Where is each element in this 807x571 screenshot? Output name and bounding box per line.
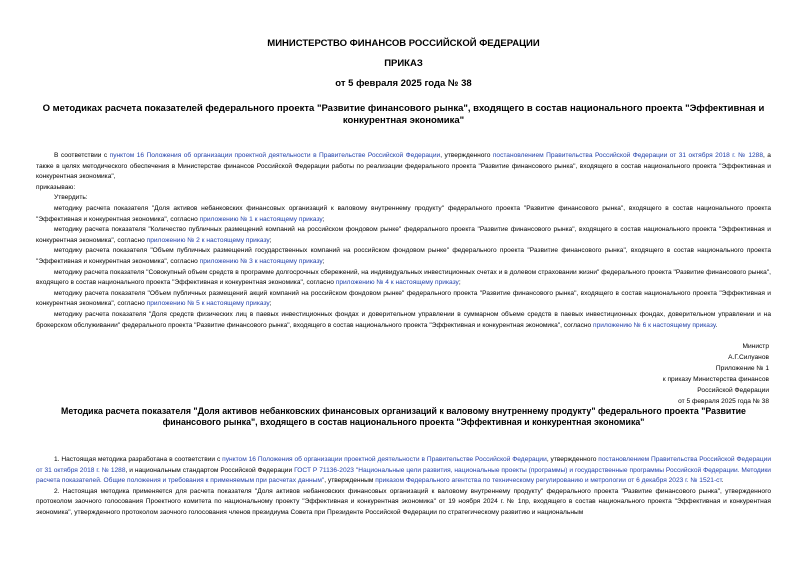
approve-word: Утвердить: [54, 194, 88, 202]
link-appendix-3[interactable]: приложению № 3 к настоящему приказу [199, 257, 323, 265]
list-item: методику расчета показателя "Доля активов небанковских финансовых организаций к валовому внутреннему продукту" федерального проекта "Развитие финансового рынка", входящего в состав национального проекта "Эффективная и конкурентная экономика", согласно приложению № 1 к настоящему приказу; [36, 204, 771, 223]
link-gost-71136[interactable]: ГОСТ Р 71136-2023 "Национальные цели развития, национальные проекты (программы) и государственные программы Российской Федерации. Методики расчета показателей. Общие положения и требования к применяемым при расчетах данным" [36, 466, 771, 485]
appendix-ref-line: от 5 февраля 2025 года № 38 [678, 398, 769, 405]
link-regulation-p16-method[interactable]: пунктом 16 Положения об организации проектной деятельности в Правительстве Российской Федерации [222, 456, 547, 463]
preamble-paragraph: В соответствии с пунктом 16 Положения об организации проектной деятельности в Правительстве Российской Федерации, утвержденного постановлением Правительства Российской Федерации от 31 октября 2018 г. № 1288, а также в целях методического обеспечения в Министерстве финансов Российской Федерации работы по реализации федерального проекта "Развитие финансового рынка", входящего в состав национального проекта "Эффективная и конкурентная экономика", [36, 152, 771, 181]
ministry-heading: МИНИСТЕРСТВО ФИНАНСОВ РОССИЙСКОЙ ФЕДЕРАЦИИ [267, 38, 540, 49]
order-title: О методиках расчета показателей федерального проекта "Развитие финансового рынка", входящего в состав национального проекта "Эффективная и конкурентная экономика" [42, 103, 765, 126]
list-item: методику расчета показателя "Совокупный объем средств в программе долгосрочных сбережений, на индивидуальных инвестиционных счетах и в долевом страховании жизни" федерального проекта "Развитие финансового рынка", входящего в состав национального проекта "Эффективная и конкурентная экономика", согласно приложению № 4 к настоящему приказу; [36, 268, 771, 287]
link-appendix-2[interactable]: приложению № 2 к настоящему приказу [146, 236, 270, 244]
list-item: методику расчета показателя "Количество публичных размещений компаний на российском фондовом рынке" федерального проекта "Развитие финансового рынка", входящего в состав национального проекта "Эффективная и конкурентная экономика", согласно приложению № 2 к настоящему приказу; [36, 226, 771, 244]
link-appendix-1[interactable]: приложению № 1 к настоящему приказу [199, 215, 323, 223]
signature-block [549, 341, 769, 407]
date-number-heading: от 5 февраля 2025 года № 38 [335, 78, 472, 89]
link-rosstandart-order[interactable]: приказом Федерального агентства по техническому регулированию и метрологии от 6 декабря 2023 г. № 1521-ст [375, 477, 722, 485]
doc-type-heading: ПРИКАЗ [384, 58, 423, 69]
method-title: Методика расчета показателя "Доля активов небанковских финансовых организаций к валовому внутреннему продукту" федерального проекта "Развитие финансового рынка", входящего в состав национального проекта "Эффективная и конкурентная экономика" [61, 406, 746, 427]
order-word: приказываю: [36, 183, 76, 191]
link-appendix-5[interactable]: приложению № 5 к настоящему приказу [146, 300, 270, 308]
list-item: методику расчета показателя "Объем публичных размещений государственных компаний на российском фондовом рынке" федерального проекта "Развитие финансового рынка", входящего в состав национального проекта "Эффективная и конкурентная экономика", согласно приложению № 3 к настоящему приказу; [36, 247, 771, 265]
signature-role: Министр [742, 343, 769, 350]
appendix-ref-line: к приказу Министерства финансов [662, 376, 769, 383]
signature-name: А.Г.Силуанов [728, 354, 769, 361]
link-appendix-4[interactable]: приложению № 4 к настоящему приказу [335, 279, 459, 287]
link-decree-1288[interactable]: постановлением Правительства Российской Федерации от 31 октября 2018 г. № 1288 [492, 152, 764, 159]
appendix-ref-line: Российской Федерации [697, 387, 769, 394]
link-decree-1288-method[interactable]: постановлением Правительства Российской Федерации от 31 октября 2018 г. № 1288 [36, 456, 771, 474]
method-body [36, 455, 771, 519]
method-paragraph-1: 1. Настоящая методика разработана в соответствии с пунктом 16 Положения об организации проектной деятельности в Правительстве Российской Федерации, утвержденного постановлением Правительства Российской Федерации от 31 октября 2018 г. № 1288, и национальным стандартом Российской Федерации ГОСТ Р 71136-2023 "Национальные цели развития, национальные проекты (программы) и государственные программы Российской Федерации. Методики расчета показателей. Общие положения и требования к применяемым при расчетах данным", утвержденным приказом Федерального агентства по техническому регулированию и метрологии от 6 декабря 2023 г. № 1521-ст. [36, 456, 771, 485]
list-item: методику расчета показателя "Доля средств физических лиц в паевых инвестиционных фондах и доверительном управлении в суммарном объеме средств в паевых инвестиционных фондах, доверительном управлении и на брокерском обслуживании" федерального проекта "Развитие финансового рынка", входящего в состав национального проекта "Эффективная и конкурентная экономика", согласно приложению № 6 к настоящему приказу. [36, 310, 771, 329]
order-body [36, 151, 771, 331]
method-paragraph-2: 2. Настоящая методика применяется для расчета показателя "Доля активов небанковских финансовых организаций к валовому внутреннему продукту" федерального проекта "Развитие финансового рынка", утвержденного протоколом заочного голосования Проектного комитета по национальному проекту "Эффективная и конкурентная экономика" от 19 ноября 2024 г. № 1пр, входящего в состав национального проекта "Эффективная и конкурентная экономика", утвержденного протоколом заочного голосования членов президиума Совета при Президенте Российской Федерации по стратегическому развитию и национальным [36, 487, 771, 516]
appendix-ref-line: Приложение № 1 [715, 365, 769, 372]
link-appendix-6[interactable]: приложению № 6 к настоящему приказу [593, 321, 716, 329]
list-item: методику расчета показателя "Объем публичных размещений акций компаний на российском фондовом рынке" федерального проекта "Развитие финансового рынка", входящего в состав национального проекта "Эффективная и конкурентная экономика", согласно приложению № 5 к настоящему приказу; [36, 289, 771, 308]
link-regulation-p16[interactable]: пунктом 16 Положения об организации проектной деятельности в Правительстве Российской Федерации [109, 152, 441, 159]
